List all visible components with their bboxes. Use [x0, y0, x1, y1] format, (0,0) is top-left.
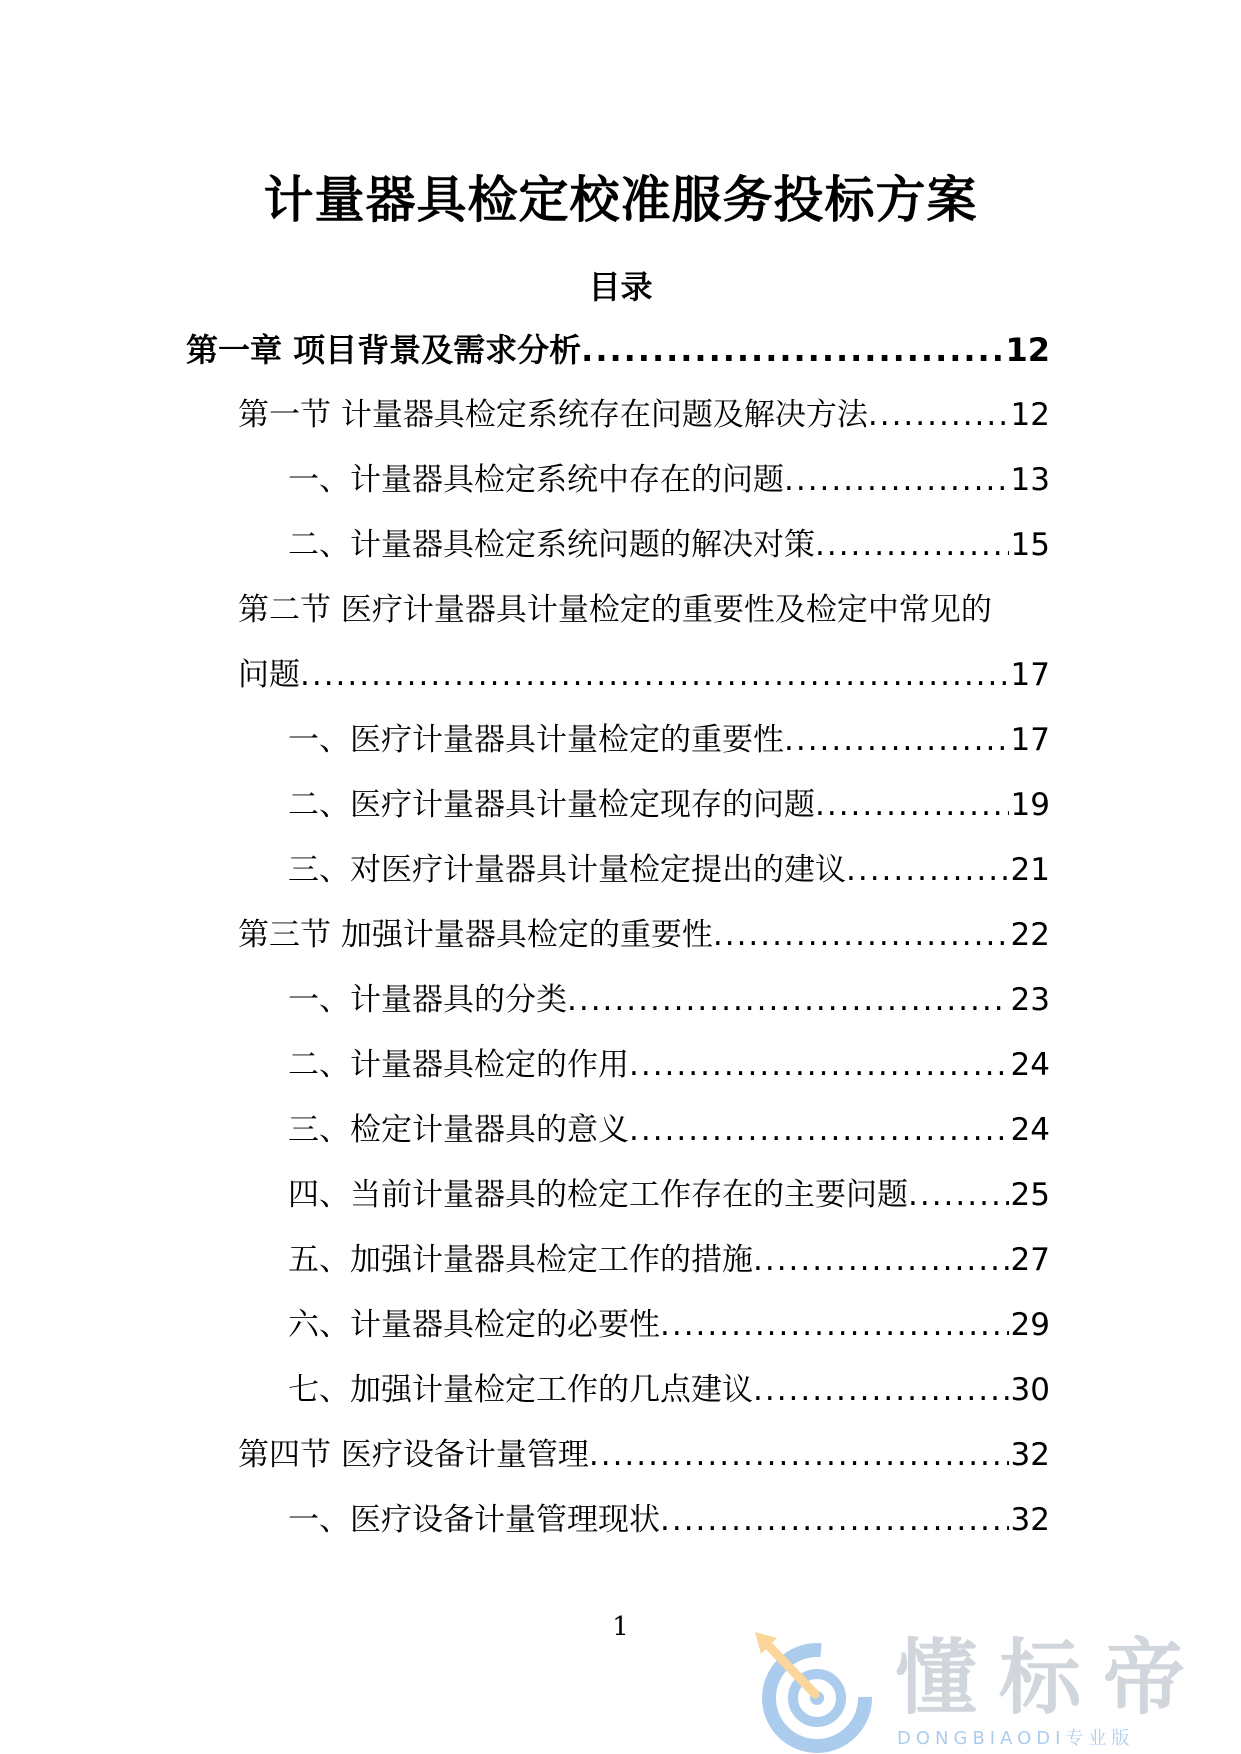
- toc-entry-text: 二、计量器具检定的作用: [288, 1047, 629, 1083]
- toc-entry-subsection[interactable]: [288, 1500, 1050, 1540]
- toc-leader-dots: [815, 525, 1009, 565]
- toc-entry-section[interactable]: [238, 655, 1050, 695]
- toc-leader-dots: [581, 330, 1003, 370]
- toc-entry-text: 第三节 加强计量器具检定的重要性: [238, 917, 713, 953]
- toc-leader-dots: [660, 1305, 1009, 1345]
- toc-entry-text: 一、医疗设备计量管理现状: [288, 1502, 660, 1538]
- toc-entry-subsection[interactable]: [288, 785, 1050, 825]
- toc-entry-chapter[interactable]: [186, 330, 1050, 370]
- toc-entry-subsection[interactable]: [288, 1110, 1050, 1150]
- page-number: 1: [612, 1612, 629, 1642]
- toc-entry-text: 第四节 医疗设备计量管理: [238, 1437, 589, 1473]
- toc-heading: 目录: [588, 268, 653, 306]
- toc-leader-dots: [660, 1500, 1009, 1540]
- toc-entry-subsection[interactable]: [288, 460, 1050, 500]
- toc-entry-page: 19: [1010, 787, 1050, 823]
- toc-leader-dots: [589, 1435, 1009, 1475]
- toc-entry-page: 12: [1010, 397, 1050, 433]
- toc-entry-subsection[interactable]: [288, 720, 1050, 760]
- toc-entry-subsection[interactable]: [288, 1370, 1050, 1410]
- toc-entry-text: 一、医疗计量器具计量检定的重要性: [288, 722, 784, 758]
- toc-entry-page: 23: [1010, 982, 1050, 1018]
- toc-leader-dots: [815, 785, 1009, 825]
- toc-entry-text: 三、检定计量器具的意义: [288, 1112, 629, 1148]
- toc-entry-text: 第一章 项目背景及需求分析: [186, 331, 582, 369]
- watermark-brand: 懂标帝: [895, 1631, 1208, 1726]
- toc-entry-text: 二、计量器具检定系统问题的解决对策: [288, 527, 815, 563]
- toc-entry-text: 二、医疗计量器具计量检定现存的问题: [288, 787, 815, 823]
- toc-entry-page: 29: [1010, 1307, 1050, 1343]
- toc-entry-subsection[interactable]: [288, 1175, 1050, 1215]
- toc-leader-dots: [846, 850, 1009, 890]
- watermark: [745, 1630, 1235, 1754]
- toc-entry-page: 27: [1010, 1242, 1050, 1278]
- toc-entry-subsection[interactable]: [288, 525, 1050, 565]
- toc-entry-text: 一、计量器具检定系统中存在的问题: [288, 462, 784, 498]
- toc-leader-dots: [713, 915, 1009, 955]
- toc-entry-section[interactable]: [238, 1435, 1050, 1475]
- target-logo-icon: [745, 1630, 885, 1754]
- toc-entry-page: 13: [1010, 462, 1050, 498]
- toc-leader-dots: [629, 1110, 1009, 1150]
- toc-entry-text: 四、当前计量器具的检定工作存在的主要问题: [288, 1177, 908, 1213]
- document-title: 计量器具检定校准服务投标方案: [263, 171, 978, 229]
- toc-leader-dots: [784, 720, 1009, 760]
- toc-entry-subsection[interactable]: [288, 980, 1050, 1020]
- toc-entry-section[interactable]: [238, 915, 1050, 955]
- toc-leader-dots: [784, 460, 1009, 500]
- toc-entry-text: 第一节 计量器具检定系统存在问题及解决方法: [238, 397, 868, 433]
- toc-entry-text: 一、计量器具的分类: [288, 982, 567, 1018]
- toc-entry-subsection[interactable]: [288, 850, 1050, 890]
- toc-entry-text: 三、对医疗计量器具计量检定提出的建议: [288, 852, 846, 888]
- toc-entry-subsection[interactable]: [288, 1045, 1050, 1085]
- toc-entry-subsection[interactable]: [288, 1305, 1050, 1345]
- toc-leader-dots: [567, 980, 1009, 1020]
- toc-entry-text: 七、加强计量检定工作的几点建议: [288, 1372, 753, 1408]
- toc-entry-page: 22: [1010, 917, 1050, 953]
- toc-entry-page: 32: [1010, 1502, 1050, 1538]
- watermark-subtitle: DONGBIAODI专业版: [897, 1728, 1135, 1749]
- toc-entry-page: 30: [1010, 1372, 1050, 1408]
- toc-entry-page: 24: [1010, 1047, 1050, 1083]
- toc-entry-subsection[interactable]: [288, 1240, 1050, 1280]
- toc-leader-dots: [908, 1175, 1009, 1215]
- toc-leader-dots: [868, 395, 1009, 435]
- toc-leader-dots: [753, 1240, 1009, 1280]
- toc-entry-page: 21: [1010, 852, 1050, 888]
- toc-entry-page: 32: [1010, 1437, 1050, 1473]
- toc-entry-text: 六、计量器具检定的必要性: [288, 1307, 660, 1343]
- toc-entry-section-line1[interactable]: 第二节 医疗计量器具计量检定的重要性及检定中常见的: [238, 592, 992, 628]
- toc-entry-page: 17: [1010, 722, 1050, 758]
- toc-entry-text: 问题: [238, 657, 300, 693]
- toc-entry-page: 15: [1010, 527, 1050, 563]
- toc-entry-page: 12: [1005, 331, 1050, 369]
- toc-leader-dots: [629, 1045, 1009, 1085]
- toc-entry-page: 17: [1010, 657, 1050, 693]
- toc-leader-dots: [753, 1370, 1009, 1410]
- toc-entry-page: 25: [1010, 1177, 1050, 1213]
- toc-entry-page: 24: [1010, 1112, 1050, 1148]
- toc-entry-text: 五、加强计量器具检定工作的措施: [288, 1242, 753, 1278]
- toc-entry-section[interactable]: [238, 395, 1050, 435]
- toc-leader-dots: [300, 655, 1009, 695]
